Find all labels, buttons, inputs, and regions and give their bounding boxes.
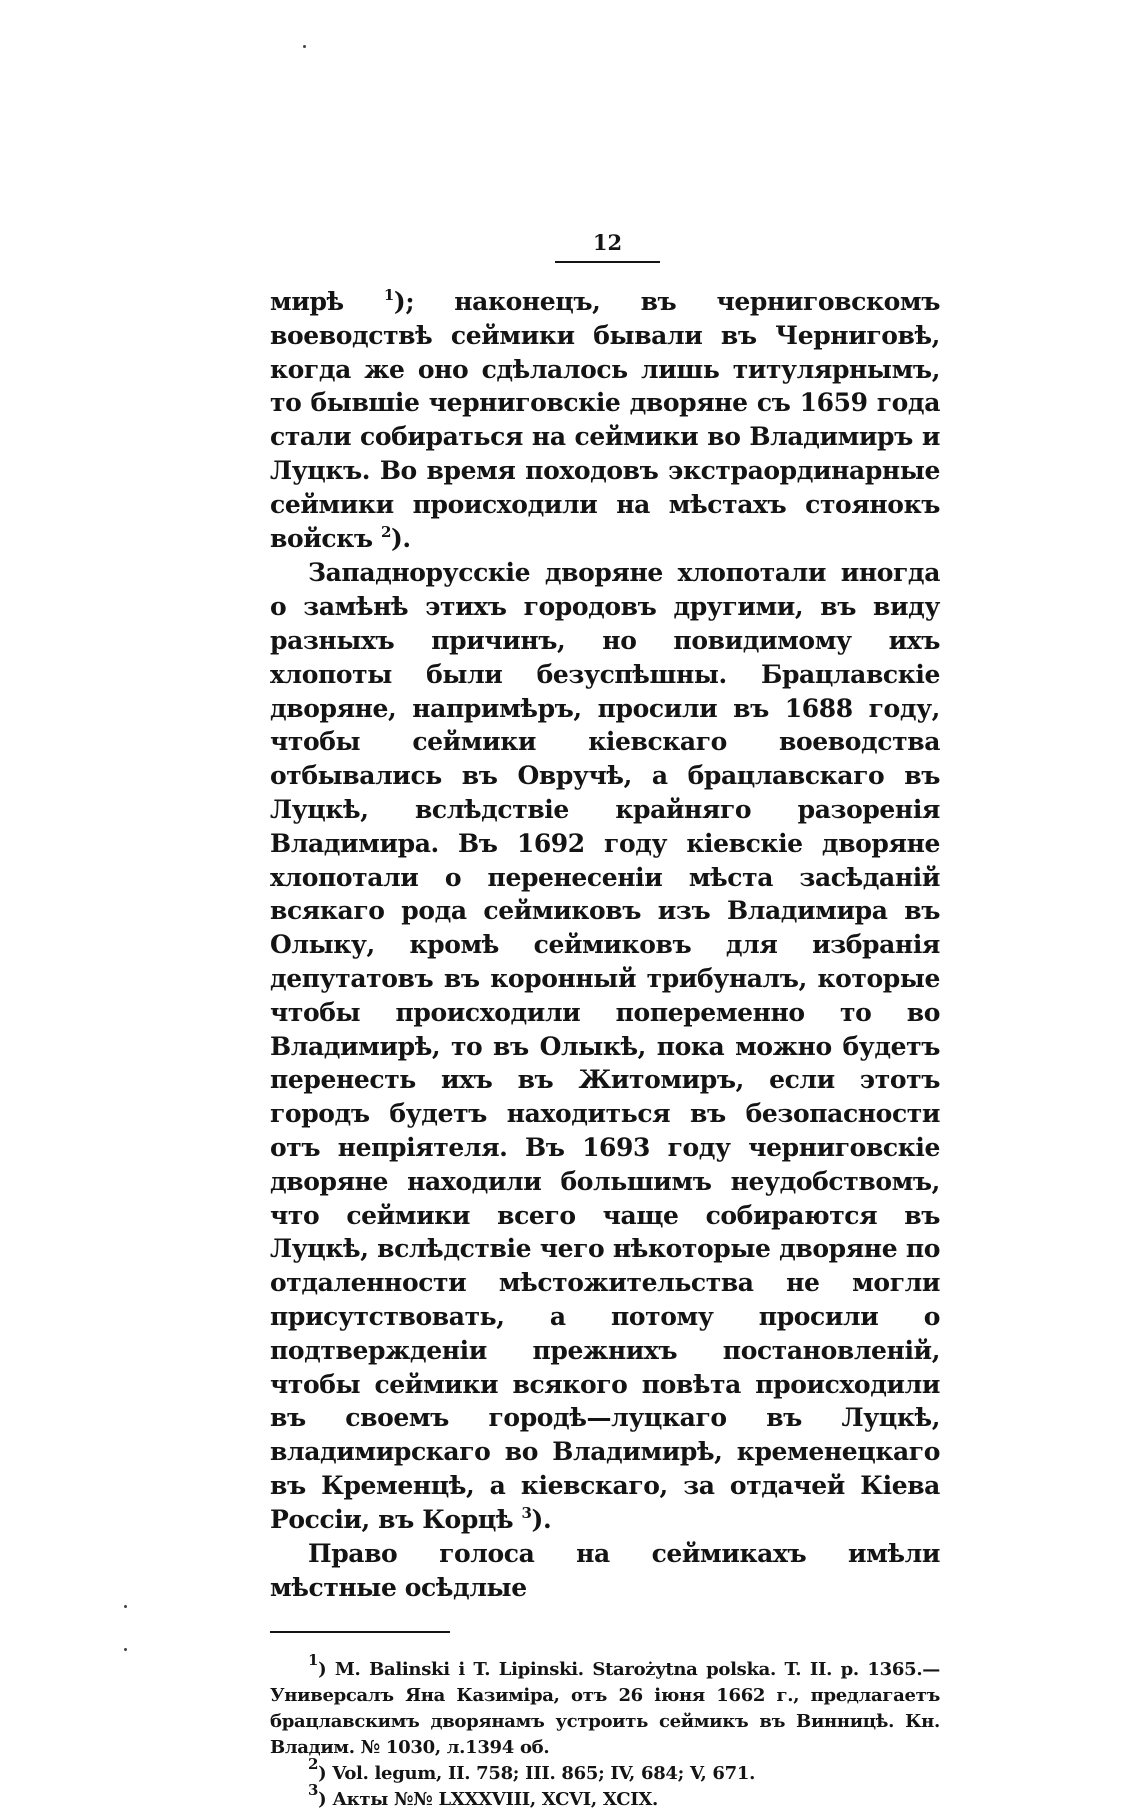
page-number: 12 <box>555 230 660 263</box>
footnote-ref-2: 2 <box>380 522 391 541</box>
footnotes <box>270 1651 940 1813</box>
scan-speck <box>303 45 306 48</box>
footnote-3: $^3$) Акты №№ LXXXVIII, XCVI, XCIX. <box>308 1781 658 1811</box>
scan-speck <box>124 1605 127 1608</box>
paragraph-1: мирѣ $^1$); наконецъ, въ черниговскомъ воеводствѣ сеймики бывали въ Черниговѣ, когда же оно сдѣлалось лишь титулярнымъ, то бывшіе черниговскіе дворяне съ 1659 года стали собираться на сеймики во Владимиръ и Луцкъ. Во время походовъ экстраординарные сеймики происходили на мѣстахъ стоянокъ войскъ $^2$). <box>270 286 940 553</box>
footnote-2: $^2$) Vol. legum, II. 758; III. 865; IV, 684; V, 671. <box>308 1755 756 1785</box>
paragraph-3: Право голоса на сеймикахъ имѣли мѣстные осѣдлые <box>270 1539 940 1603</box>
book-page <box>270 230 940 1813</box>
footnote-divider <box>270 1631 450 1633</box>
main-text <box>270 285 940 1605</box>
scan-speck <box>124 1648 127 1651</box>
footnote-ref-1: 1 <box>383 286 394 304</box>
footnote-ref-3: 3 <box>521 1503 532 1522</box>
paragraph-2: Западнорусскіе дворяне хлопотали иногда о замѣнѣ этихъ городовъ другими, въ виду разныхъ причинъ, но повидимому ихъ хлопоты были безуспѣшны. Брацлавскіе дворяне, напримѣръ, просили въ 1688 году, чтобы сеймики кіевскаго воеводства отбывались въ Овручѣ, а брацлавскаго въ Луцкѣ, вслѣдствіе крайняго разоренія Владимира. Въ 1692 году кіевскіе дворяне хлопотали о перенесеніи мѣста засѣданій всякаго рода сеймиковъ изъ Владимира въ Олыку, кромѣ сеймиковъ для избранія депутатовъ въ коронный трибуналъ, которые чтобы происходили попеременно то во Владимирѣ, то въ Олыкѣ, пока можно будетъ перенесть ихъ въ Житомиръ, если этотъ городъ будетъ находиться въ безопасности отъ непріятеля. Въ 1693 году черниговскіе дворяне находили большимъ неудобствомъ, что сеймики всего чаще собираются въ Луцкѣ, вслѣдствіе чего нѣкоторые дворяне по отдаленности мѣстожительства не могли присутствовать, а потому просили о подтвержденіи прежнихъ постановленій, чтобы сеймики всякого повѣта происходили въ своемъ городѣ—луцкаго въ Луцкѣ, владимирскаго во Владимирѣ, кременецкаго въ Кременцѣ, а кіевскаго, за отдачей Кіева Россіи, въ Корцѣ $^3$). <box>270 558 940 1534</box>
footnote-1: $^1$) M. Balinski i T. Lipinski. Starożytna polska. T. II. p. 1365.—Универсалъ Яна Казиміра, отъ 26 іюня 1662 г., предлагаетъ брацлавскимъ дворянамъ устроить сеймикъ въ Винницѣ. Кн. Владим. № 1030, л.1394 об. <box>270 1651 940 1759</box>
